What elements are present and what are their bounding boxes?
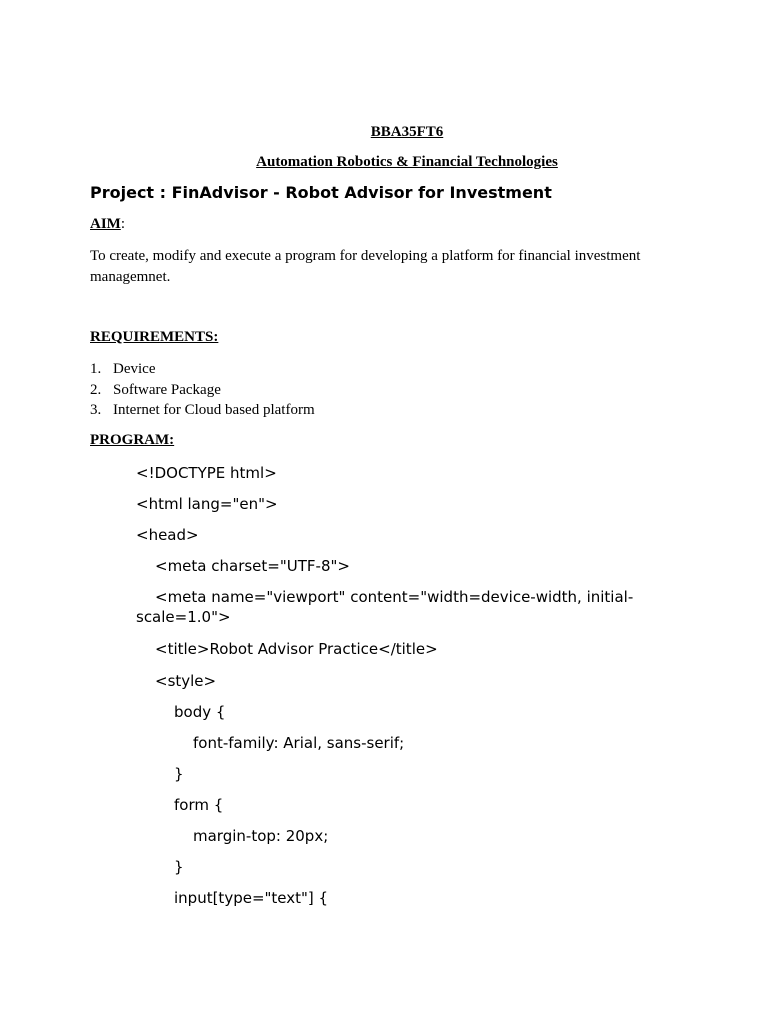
code-line: font-family: Arial, sans-serif;: [193, 734, 405, 752]
list-item-number: 1.: [90, 361, 102, 377]
list-item-text: Internet for Cloud based platform: [113, 402, 315, 419]
requirements-list: [90, 359, 315, 421]
code-line: body {: [174, 703, 226, 721]
course-code: BBA35FT6: [370, 124, 444, 140]
list-item: [90, 359, 315, 380]
list-item-number: 3.: [90, 402, 102, 419]
code-line: <title>Robot Advisor Practice</title>: [155, 640, 438, 658]
list-item-text: Software Package: [113, 381, 221, 398]
list-item-number: 2.: [90, 381, 102, 398]
code-line: }: [174, 858, 184, 876]
list-item: [90, 380, 315, 401]
code-line: <style>: [155, 672, 217, 690]
list-item-text: Device: [113, 361, 156, 377]
code-line: margin-top: 20px;: [193, 827, 329, 845]
code-line: <head>: [136, 526, 199, 544]
code-line: input[type="text"] {: [174, 889, 329, 907]
code-line: <meta charset="UTF-8">: [155, 557, 350, 575]
code-line: <meta name="viewport" content="width=device-width, initial-scale=1.0">: [136, 588, 634, 626]
aim-text: To create, modify and execute a program for developing a platform for financial investment managemnet.: [90, 248, 641, 285]
program-heading: PROGRAM:: [90, 432, 175, 448]
code-line: form {: [174, 796, 224, 814]
code-line: <html lang="en">: [136, 495, 278, 513]
code-line-wrapped: [136, 587, 656, 627]
code-line: }: [174, 765, 184, 783]
aim-heading: [90, 216, 125, 233]
requirements-heading: REQUIREMENTS:: [90, 329, 219, 345]
list-item: [90, 400, 315, 421]
course-title: Automation Robotics & Financial Technologies: [256, 154, 558, 170]
aim-heading-colon: :: [120, 216, 125, 232]
code-line: <!DOCTYPE html>: [136, 464, 277, 482]
aim-heading-label: AIM: [90, 216, 121, 232]
project-title: Project : FinAdvisor - Robot Advisor for Investment: [90, 183, 552, 202]
